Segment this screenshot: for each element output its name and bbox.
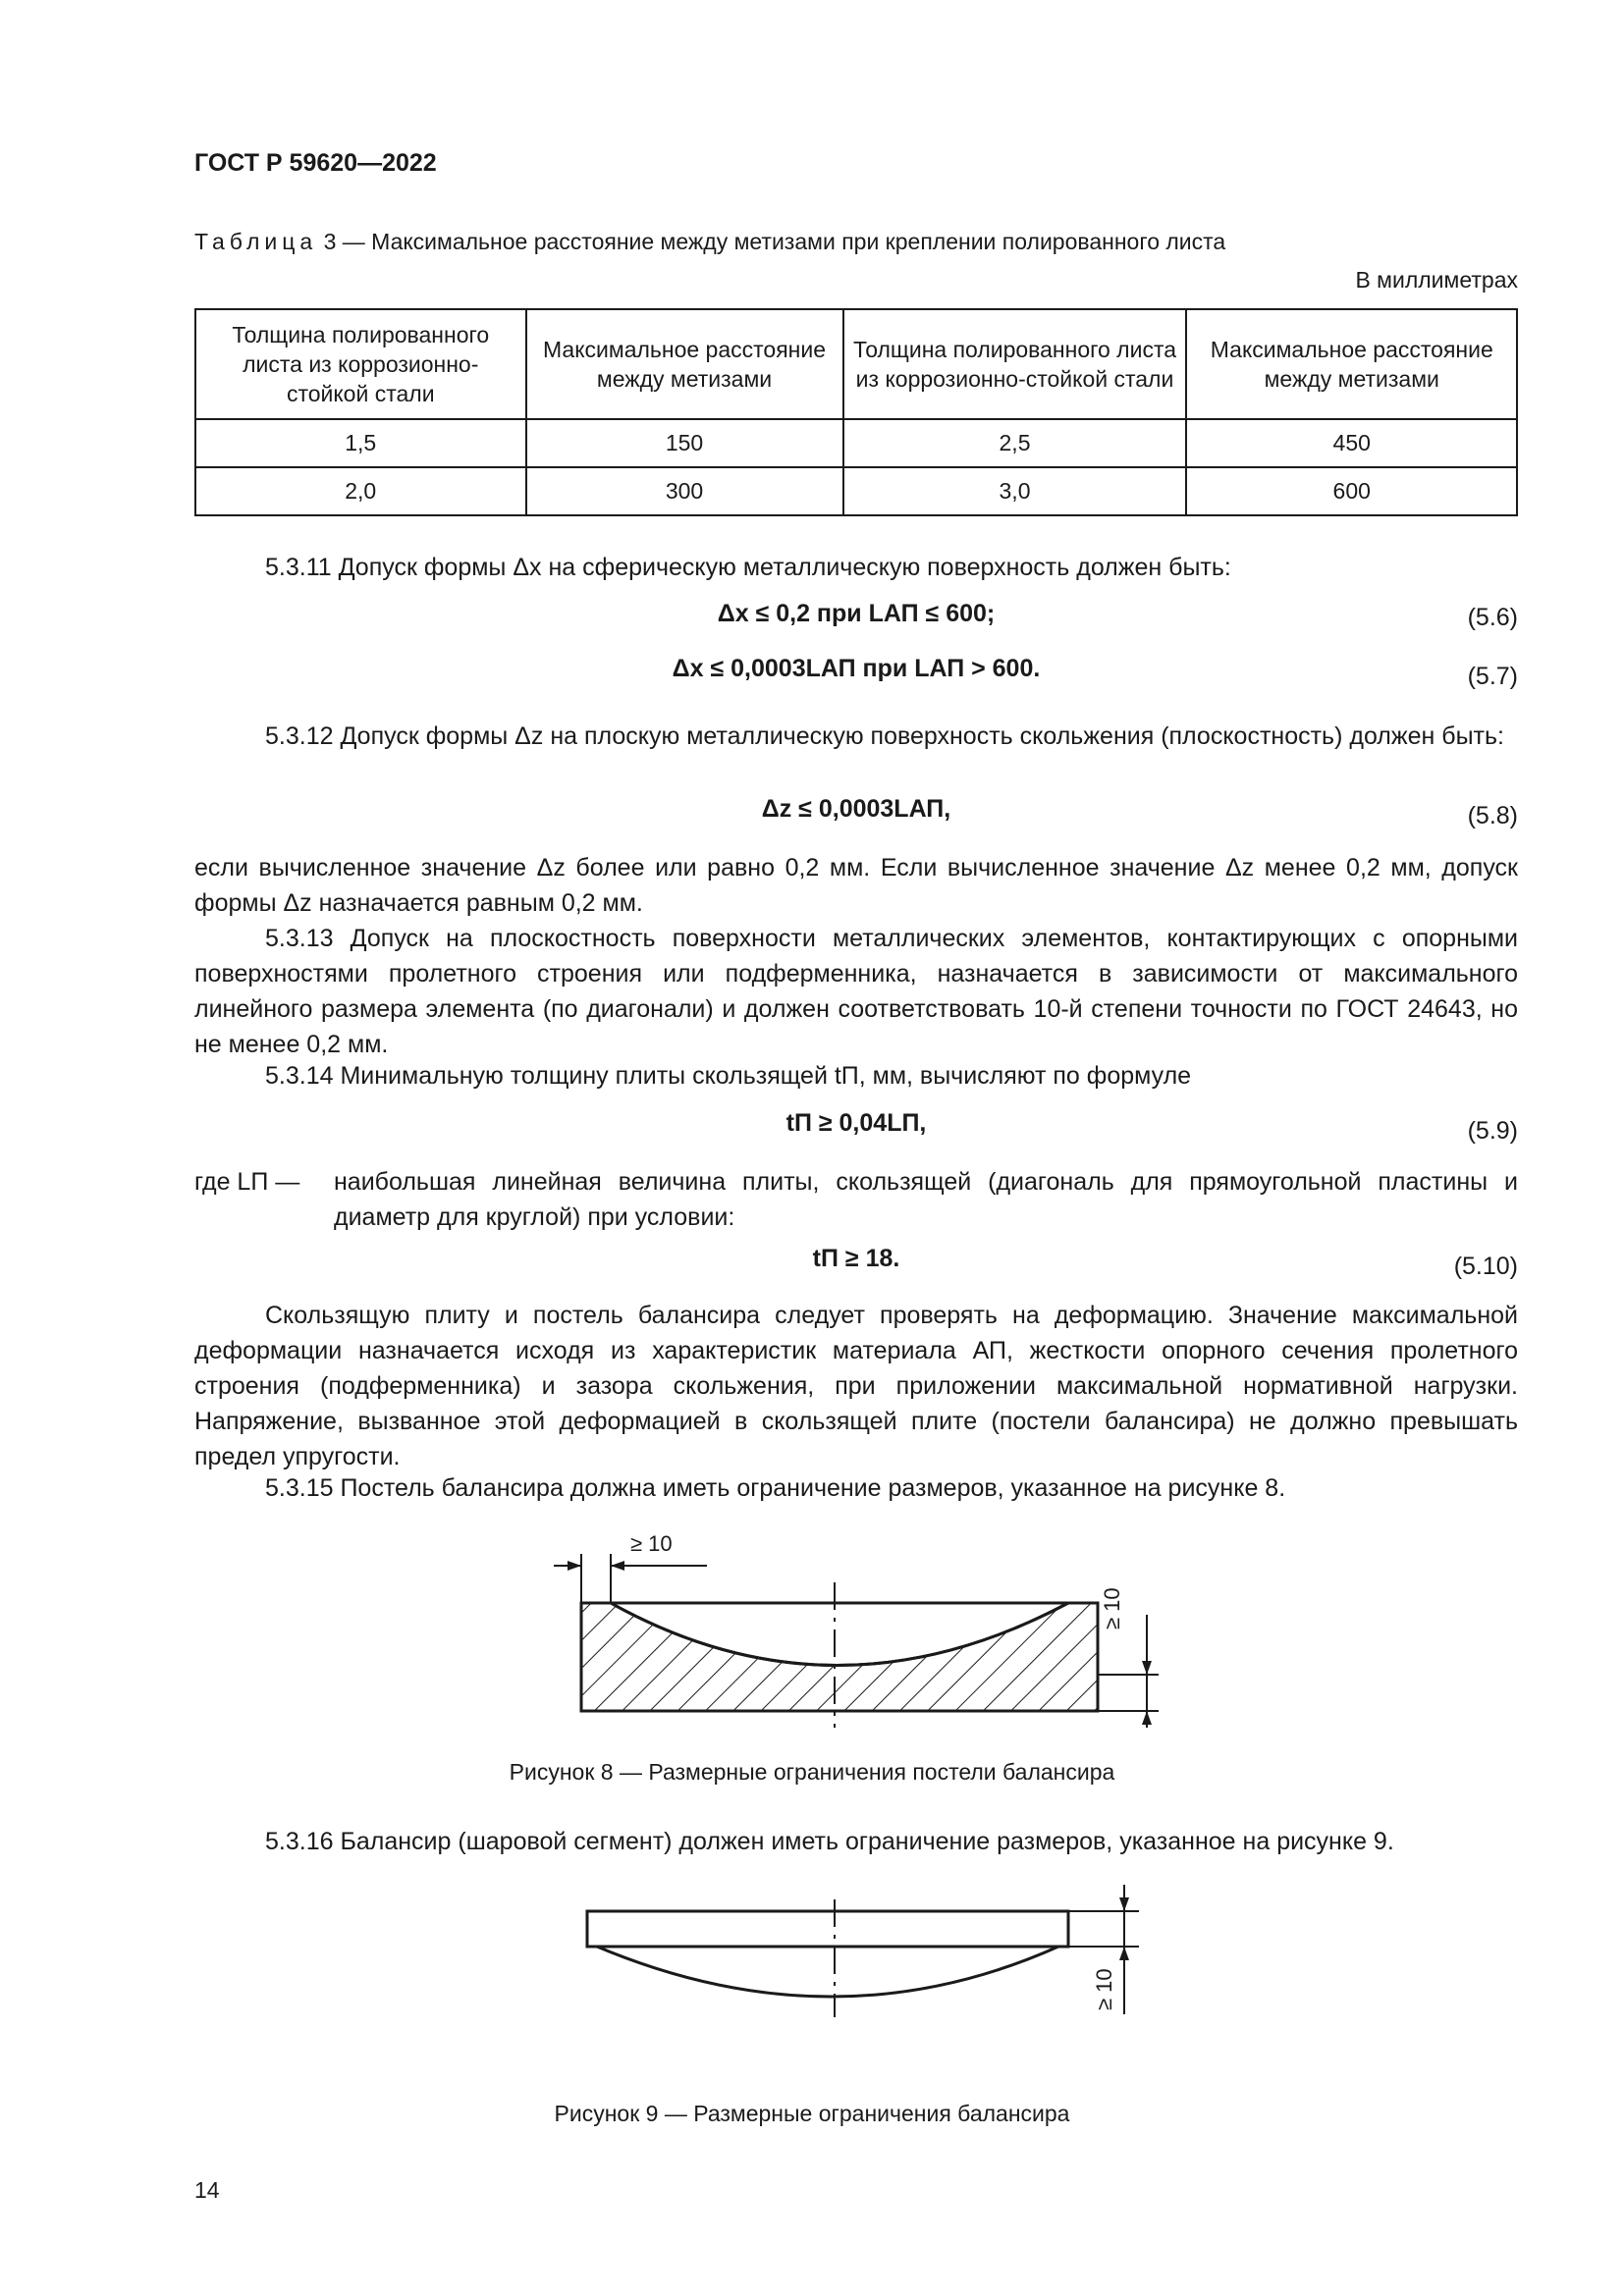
- figure-9-dim-right: ≥ 10: [1092, 1968, 1116, 2010]
- table-cell: 300: [526, 467, 843, 515]
- table-cell: 1,5: [195, 419, 526, 467]
- table-row: [195, 419, 1517, 467]
- paragraph-5-3-15: 5.3.15 Постель балансира должна иметь ограничение размеров, указанное на рисунке 8.: [265, 1474, 1286, 1502]
- paragraph-5-3-13: 5.3.13 Допуск на плоскостность поверхности металлических элементов, контактирующих с опорными поверхностями пролетного строения или подферменника, назначается в зависимости от максимального линейного размера элемента (по диагонали) и должен соответствовать 10-й степени точности по ГОСТ 24643, но не менее 0,2 мм.: [194, 925, 1518, 1058]
- where-text: наибольшая линейная величина плиты, скользящей (диагональ для прямоугольной пластины и диаметр для круглой) при условии:: [334, 1168, 1518, 1231]
- paragraph-5-3-16: 5.3.16 Балансир (шаровой сегмент) должен иметь ограничение размеров, указанное на рисунке 9.: [265, 1828, 1394, 1855]
- paragraph-5-3-11: 5.3.11 Допуск формы Δx на сферическую металлическую поверхность должен быть:: [265, 554, 1231, 581]
- table-cell: 150: [526, 419, 843, 467]
- formula-5-10: tП ≥ 18.: [812, 1245, 900, 1272]
- where-label: где LП —: [194, 1168, 300, 1196]
- table-cell: 2,0: [195, 467, 526, 515]
- formula-5-7: Δx ≤ 0,0003LАП при LАП > 600.: [672, 655, 1041, 682]
- table-cell: 3,0: [843, 467, 1187, 515]
- figure-9-caption: Рисунок 9 — Размерные ограничения балансира: [554, 2101, 1070, 2126]
- formula-number-5-8: (5.8): [1467, 802, 1518, 829]
- table-header-cell: Максимальное расстояние между метизами: [526, 309, 843, 419]
- table-units: В миллиметрах: [1355, 267, 1518, 293]
- table-cell: 600: [1186, 467, 1517, 515]
- figure-8-dim-top: ≥ 10: [630, 1531, 673, 1556]
- table-caption: [194, 229, 1225, 255]
- paragraph-5-3-14: 5.3.14 Минимальную толщину плиты скользящей tП, мм, вычисляют по формуле: [265, 1062, 1192, 1090]
- table-caption-label: Таблица: [194, 229, 318, 254]
- paragraph-deformation: Скользящую плиту и постель балансира следует проверять на деформацию. Значение максимальной деформации назначается исходя из характеристик материала АП, жесткости опорного сечения пролетного строения (подферменника) и зазора скольжения, при приложении максимальной нормативной нагрузки. Напряжение, вызванное этой деформацией в скользящей плите (постели балансира) не должно превышать предел упругости.: [194, 1302, 1518, 1470]
- table-header-cell: Максимальное расстояние между метизами: [1186, 309, 1517, 419]
- formula-number-5-7: (5.7): [1467, 663, 1518, 690]
- figure-8-dim-right: ≥ 10: [1100, 1587, 1124, 1629]
- paragraph-after-5-8: если вычисленное значение Δz более или равно 0,2 мм. Если вычисленное значение Δz менее 0,2 мм, допуск формы Δz назначается равным 0,2 мм.: [194, 854, 1518, 917]
- page-number: 14: [194, 2177, 220, 2203]
- figure-8-drawing: [530, 1512, 1178, 1737]
- table-row: [195, 467, 1517, 515]
- formula-number-5-9: (5.9): [1467, 1117, 1518, 1145]
- document-header: ГОСТ Р 59620—2022: [194, 149, 437, 177]
- formula-number-5-10: (5.10): [1453, 1253, 1518, 1280]
- formula-5-6: Δx ≤ 0,2 при LАП ≤ 600;: [717, 600, 996, 627]
- formula-5-9: tП ≥ 0,04LП,: [785, 1109, 927, 1137]
- formula-number-5-6: (5.6): [1467, 604, 1518, 631]
- figure-8-caption: Рисунок 8 — Размерные ограничения постели балансира: [509, 1759, 1115, 1785]
- table-header-cell: Толщина полированного листа из коррозионно-стойкой стали: [195, 309, 526, 419]
- table-header-cell: Толщина полированного листа из коррозионно-стойкой стали: [843, 309, 1187, 419]
- paragraph-5-3-12: 5.3.12 Допуск формы Δz на плоскую металлическую поверхность скольжения (плоскостность) должен быть:: [265, 722, 1504, 750]
- table-cell: 450: [1186, 419, 1517, 467]
- table-header-row: [195, 309, 1517, 419]
- table-caption-text: 3 — Максимальное расстояние между метизами при креплении полированного листа: [317, 229, 1226, 254]
- table-cell: 2,5: [843, 419, 1187, 467]
- table-3: [194, 308, 1518, 516]
- figure-9-drawing: [569, 1875, 1159, 2022]
- formula-5-8: Δz ≤ 0,0003LАП,: [761, 795, 951, 823]
